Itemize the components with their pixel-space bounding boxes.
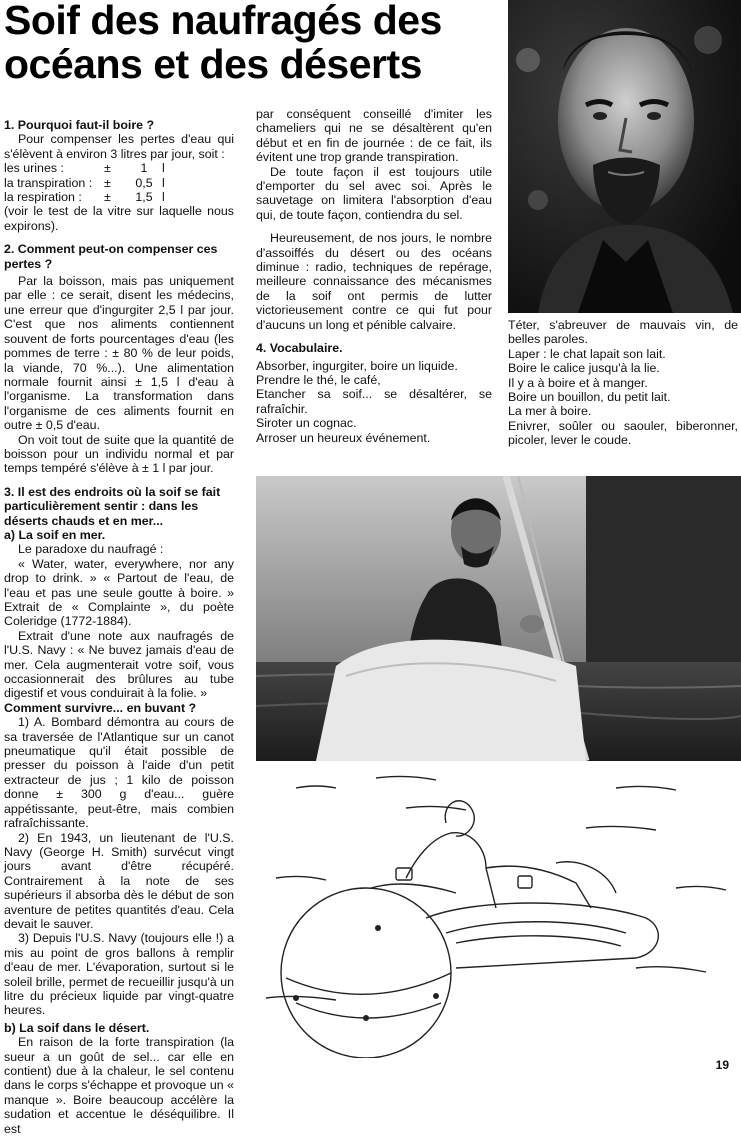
- sailor-illustration: [256, 476, 741, 761]
- section-3b-heading: b) La soif dans le désert.: [4, 1020, 150, 1035]
- section-3a-paragraph: Le paradoxe du naufragé :: [18, 542, 164, 557]
- section-3-heading: 3. Il est des endroits où la soif se fait particulièrement sentir : dans les déserts chauds et en mer...: [4, 484, 221, 528]
- raft-drawing: [256, 768, 741, 1058]
- portrait-illustration: [508, 0, 741, 313]
- paragraph: De toute façon il est toujours utile d'emporter du sel avec soi. Après le sauvetage on limitera l'absorption d'eau qui, de toute façon, contiendra du sel.: [256, 164, 492, 222]
- vocabulary-item: Téter, s'abreuver de mauvais vin, de belles paroles.: [508, 318, 738, 347]
- section-3a-quote: « Water, water, everywhere, nor any drop to drink. » « Partout de l'eau, de l'eau et pas une seule goutte à boire. » Extrait de « Complainte », du poète Coleridge (1772-1884).: [4, 556, 234, 629]
- vocabulary-item: Enivrer, soûler ou saouler, biberonner, picoler, lever le coude.: [508, 418, 738, 448]
- section-2-paragraph: On voit tout de suite que la quantité de boisson pour un individu normal et par temps tempéré s'élève à ± 1 l par jour.: [4, 432, 234, 476]
- table-row: les urines : ± 1 l: [4, 161, 165, 176]
- table-row: la transpiration : ± 0,5 l: [4, 175, 165, 190]
- paragraph: par conséquent conseillé d'imiter les chameliers qui ne se désaltèrent qu'en début et en fin de journée : de ce fait, ils évitent une trop grande transpiration.: [256, 107, 492, 165]
- section-3b-paragraph: En raison de la forte transpiration (la sueur a un goût de sel... car elle en contient) due à la chaleur, le sel contenu dans le corps s'échappe et provoque un « manque ». Boire beaucoup accélère la sudation et accentue le déséquilibre. Il est: [4, 1035, 234, 1136]
- survive-paragraph: 3) Depuis l'U.S. Navy (toujours elle !) a mis au point de gros ballons à remplir d'eau de mer. L'évaporation, surtout si le soleil brille, permet de recueillir jusqu'à un litre du précieux liquide par vingt-quatre heures.: [4, 931, 234, 1018]
- column-middle: [256, 107, 492, 445]
- water-loss-table: [4, 161, 165, 204]
- portrait-photo: [508, 0, 741, 313]
- section-1-note: (voir le test de la vitre sur laquelle nous expirons).: [4, 204, 234, 233]
- vocabulary-list: [256, 359, 492, 445]
- section-2-paragraph: Par la boisson, mais pas uniquement par elle : ce serait, disent les médecins, une erreur que d'ingurgiter 2,5 l par jour. C'est que nos aliments contiennent souvent de forts pourcentages d'eau (les pommes de terre : ± 80 % de leur poids, la viande, 70 %...). Une alimentation normale fournit ainsi ± 1,5 l d'eau à l'organisme. La transformation dans l'organisme de ces aliments fournit en outre ± 0,5 d'eau.: [4, 274, 234, 433]
- column-right: [508, 318, 738, 448]
- vocabulary-item: Prendre le thé, le café,: [256, 372, 381, 387]
- table-row: la respiration : ± 1,5 l: [4, 190, 165, 205]
- section-3a-heading: a) La soif en mer.: [4, 527, 106, 542]
- vocabulary-item: La mer à boire.: [508, 404, 592, 419]
- section-1-intro: Pour compenser les pertes d'eau qui s'élèvent à environ 3 litres par jour, soit :: [4, 132, 234, 161]
- section-2-heading: 2. Comment peut-on compenser ces pertes ?: [4, 242, 218, 271]
- paragraph: Heureusement, de nos jours, le nombre d'assoiffés du désert ou des océans diminue : radio, techniques de repérage, meilleure connaissance des mécanismes de la soif ont permis de lutter victorieusement contre ce qui fut pour d'aucuns un long et pénible calvaire.: [256, 231, 492, 332]
- column-left: [4, 118, 234, 1136]
- vocabulary-item: Boire un bouillon, du petit lait.: [508, 390, 671, 405]
- survive-paragraph: 2) En 1943, un lieutenant de l'U.S. Navy (George H. Smith) survécut vingt jours avant d'être récupéré. Contrairement à la note de ses supérieurs il absorba dès le début de son aventure de petites quantités d'eau. Cela devait le sauver.: [4, 830, 234, 931]
- vocabulary-item: Il y a à boire et à manger.: [508, 375, 648, 390]
- vocabulary-item: Boire le calice jusqu'à la lie.: [508, 361, 660, 376]
- survive-paragraph: 1) A. Bombard démontra au cours de sa traversée de l'Atlantique sur un canot pneumatique qu'il était possible de presser du poisson à l'aide d'un petit extracteur de jus ; 1 kilo de poisson donne ± 300 g d'eau... guère appétissante, peut-être, mais combien rafraîchissante.: [4, 715, 234, 831]
- sailor-photo: [256, 476, 741, 761]
- section-1-heading: 1. Pourquoi faut-il boire ?: [4, 118, 155, 132]
- page-number: 19: [715, 1058, 729, 1072]
- raft-sketch: [256, 768, 741, 1058]
- vocabulary-item: Siroter un cognac.: [256, 416, 357, 431]
- vocabulary-item: Absorber, ingurgiter, boire un liquide.: [256, 358, 458, 373]
- vocabulary-item: Arroser un heureux événement.: [256, 430, 431, 445]
- section-3a-paragraph: Extrait d'une note aux naufragés de l'U.S. Navy : « Ne buvez jamais d'eau de mer. Cela augmenterait votre soif, vous occasionnerait des brûlures au tube digestif et vous conduirait à la folie. »: [4, 628, 234, 701]
- page-title: Soif des naufragés des océans et des déserts: [4, 0, 442, 87]
- section-4-heading: 4. Vocabulaire.: [256, 341, 343, 356]
- vocabulary-item: Laper : le chat lapait son lait.: [508, 346, 666, 361]
- survive-heading: Comment survivre... en buvant ?: [4, 700, 197, 715]
- vocabulary-item: Etancher sa soif... se désaltérer, se rafraîchir.: [256, 387, 492, 416]
